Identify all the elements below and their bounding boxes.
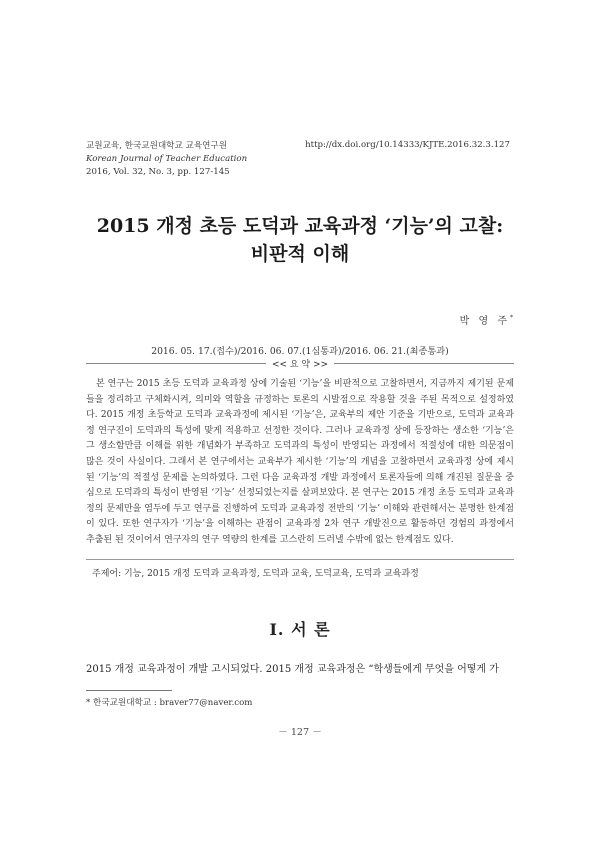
author — [460, 312, 513, 327]
page-number: － 127 － — [278, 727, 322, 738]
abstract-heading-label: << 요 약 >> — [271, 360, 329, 370]
abstract-heading — [86, 357, 514, 370]
author-name: 박 영 주 — [459, 316, 510, 327]
doi-link[interactable]: http://dx.doi.org/10.14333/KJTE.2016.32.3.127 — [305, 140, 510, 150]
submission-dates: 2016. 05. 17.(접수)/2016. 06. 07.(1심통과)/2016. 06. 21.(최종통과) — [151, 346, 449, 357]
volume-info: 2016, Vol. 32, No. 3, pp. 127-145 — [86, 167, 230, 177]
section-title: Ⅰ. 서 론 — [269, 620, 331, 639]
footnote: * 한국교원대학교 : braver77@naver.com — [86, 698, 253, 708]
abstract-text: 본 연구는 2015 초등 도덕과 교육과정 상에 기술된 ‘기능’을 비판적으로 고찰하면서, 지금까지 제기된 문제들을 정리하고 구체화시켜, 의미와 역할을 규정하는 토론의 시발점으로 작용할 것을 주된 목적으로 설정하였다. 2015 개정 초등학교 도덕과 교육과정에 제시된 ‘기능’은, 교육부의 제안 기준을 기반으로, 도덕과 교육과정 연구진이 도덕과의 특성에 맞게 적용하고 선정한 것이다. 그러나 교육과정 상에 등장하는 생소한 ‘기능’은 그 생소함만큼 이해를 위한 개념화가 부족하고 도덕과의 특성이 반영되는 과정에서 적절성에 대한 의문점이 많은 것이 사실이다. 그래서 본 연구에서는 교육부가 제시한 ‘기능’의 개념을 고찰하면서 교육과정 상에 제시된 ‘기능’의 적절성 문제를 논의하였다. 그런 다음 교육과정 개발 과정에서 토론자들에 의해 개진된 질문을 중심으로 도덕과의 특성이 반영된 ‘기능’ 선정되었는지를 살펴보았다. 본 연구는 2015 개정 초등 도덕과 교육과정의 문제만을 염두에 두고 연구를 진행하여 도덕과 교육과정 전반의 ‘기능’ 이해와 관련해서는 분명한 한계점이 있다. 또한 연구자가 ‘기능’을 이해하는 관점이 교육과정 2차 연구 개발진으로 활동하던 경험의 과정에서 추출된 된 것이어서 연구자의 연구 역량의 한계를 고스란히 드러낼 수밖에 없는 한계점도 있다. — [86, 379, 514, 545]
abstract-rule-right — [334, 363, 514, 364]
paper-title — [0, 212, 600, 268]
keywords: 주제어: 기능, 2015 개정 도덕과 교육과정, 도덕과 교육, 도덕교육, 도덕과 교육과정 — [92, 569, 419, 579]
body-paragraph: 2015 개정 교육과정이 개발 고시되었다. 2015 개정 교육과정은 “학생들에게 무엇을 어떻게 가 — [86, 664, 499, 675]
journal-header — [86, 140, 247, 179]
title-line-1: 2015 개정 초등 도덕과 교육과정 ‘기능’의 고찰: — [96, 215, 504, 237]
title-line-2: 비판적 이해 — [250, 243, 350, 265]
journal-english-name: Korean Journal of Teacher Education — [86, 154, 248, 164]
abstract-bottom-rule — [86, 559, 514, 560]
publisher-line: 교원교육, 한국교원대학교 교육연구원 — [86, 141, 228, 151]
abstract-rule-left — [86, 363, 266, 364]
footnote-divider — [86, 690, 172, 691]
author-footnote-mark: * — [510, 314, 513, 322]
